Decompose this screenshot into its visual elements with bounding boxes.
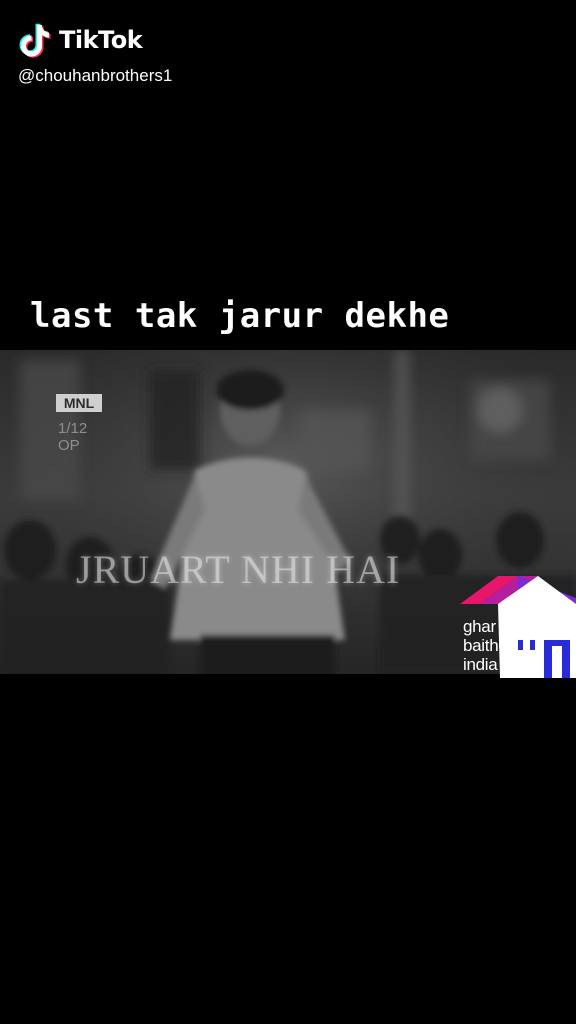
channel-badge: MNL: [56, 394, 102, 412]
channel-sub-line2: OP: [58, 437, 80, 454]
tiktok-wordmark: TikTok: [59, 26, 143, 54]
creator-handle[interactable]: @chouhanbrothers1: [18, 66, 173, 85]
channel-sub-text: [58, 420, 87, 454]
ghar-baitho-india-watermark: [460, 574, 576, 678]
channel-sub-line1: 1/12: [58, 420, 88, 437]
video-caption: last tak jarur dekhe: [30, 296, 450, 336]
tiktok-header: [18, 20, 318, 90]
watermark-line2: baitho: [463, 636, 508, 655]
tiktok-logo-icon: [18, 22, 52, 58]
watermark-line1: ghar: [463, 617, 496, 636]
video-overlay-title: JRUART NHI HAI: [76, 547, 401, 592]
tiktok-logo: [18, 20, 142, 60]
watermark-line3: india: [463, 655, 498, 674]
